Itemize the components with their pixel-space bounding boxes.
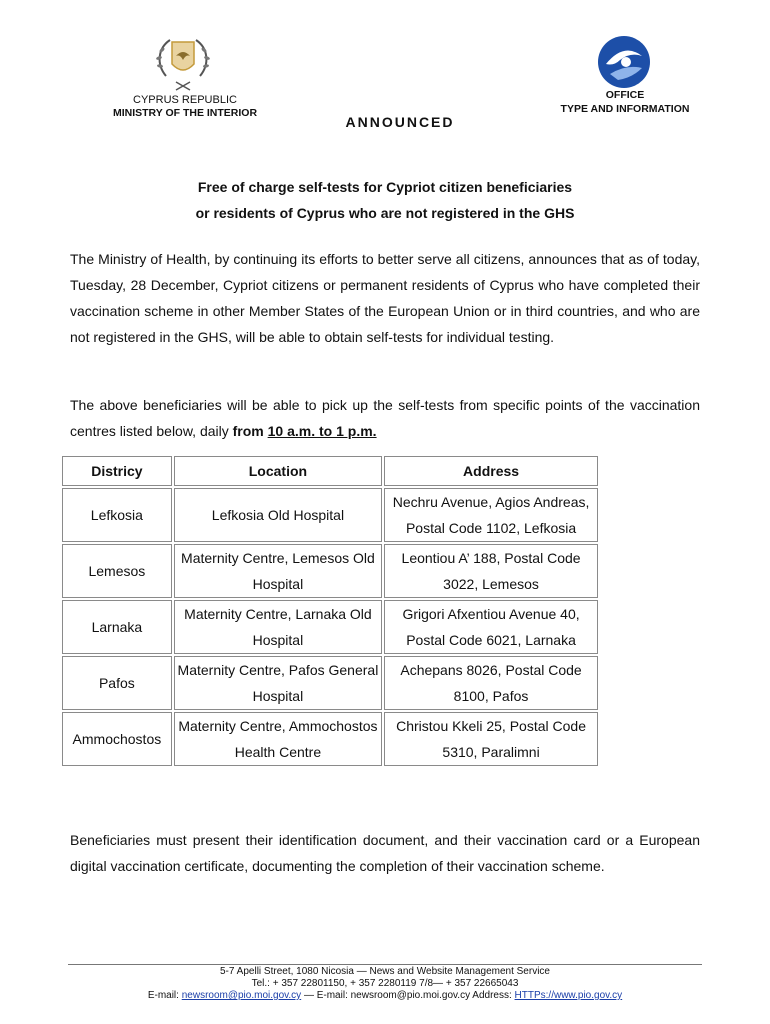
- header-district: Districy: [62, 456, 172, 486]
- pickup-from: from: [232, 423, 268, 439]
- cell-location: Maternity Centre, Lemesos Old Hospital: [174, 544, 382, 598]
- cyprus-coat-of-arms-icon: [148, 34, 218, 94]
- header-address: Address: [384, 456, 598, 486]
- footer-divider: [68, 964, 702, 965]
- cell-location: Maternity Centre, Pafos General Hospital: [174, 656, 382, 710]
- footer-address: 5-7 Apelli Street, 1080 Nicosia — News and Website Management Service: [220, 966, 550, 977]
- cell-location: Maternity Centre, Larnaka Old Hospital: [174, 600, 382, 654]
- office-subtitle: TYPE AND INFORMATION: [560, 103, 690, 115]
- table-row: [62, 656, 598, 710]
- country-name: CYPRUS REPUBLIC: [133, 94, 237, 106]
- table-row: [62, 712, 598, 766]
- pickup-text: The above beneficiaries will be able to pick up the self-tests from specific points of the vaccination centres listed below, daily: [70, 397, 700, 439]
- office-header: [540, 88, 710, 116]
- cell-address: Grigori Afxentiou Avenue 40, Postal Code 6021, Larnaka: [384, 600, 598, 654]
- footer: [60, 966, 710, 1002]
- cell-location: Maternity Centre, Ammochostos Health Centre: [174, 712, 382, 766]
- cell-address: Nechru Avenue, Agios Andreas, Postal Code 1102, Lefkosia: [384, 488, 598, 542]
- table-row: [62, 544, 598, 598]
- email-label: E-mail:: [147, 990, 182, 1001]
- cell-address: Achepans 8026, Postal Code 8100, Pafos: [384, 656, 598, 710]
- pio-office-logo-icon: [596, 34, 652, 90]
- cell-district: Lemesos: [62, 544, 172, 598]
- paragraph-pickup: [70, 392, 700, 444]
- office-label: OFFICE: [605, 89, 645, 101]
- announced-heading: ANNOUNCED: [345, 114, 455, 130]
- title-line-1: Free of charge self-tests for Cypriot citizen beneficiaries: [197, 179, 573, 195]
- footer-contact: [60, 990, 710, 1002]
- document-title: [70, 174, 700, 226]
- table-header-row: [62, 456, 598, 486]
- footer-phone: Tel.: + 357 22801150, + 357 2280119 7/8— + 357 22665043: [251, 978, 519, 989]
- cell-district: Pafos: [62, 656, 172, 710]
- vaccination-centres-table: [60, 454, 600, 768]
- email-link[interactable]: newsroom@pio.moi.gov.cy: [181, 990, 302, 1001]
- paragraph-requirements: Beneficiaries must present their identification document, and their vaccination card or a European digital vaccination certificate, documenting the completion of their vaccination scheme.: [70, 832, 700, 874]
- cell-district: Ammochostos: [62, 712, 172, 766]
- website-link[interactable]: HTTPs://www.pio.gov.cy: [514, 990, 623, 1001]
- cell-address: Christou Kkeli 25, Postal Code 5310, Paralimni: [384, 712, 598, 766]
- ministry-name: MINISTRY OF THE INTERIOR: [112, 107, 258, 119]
- table-row: [62, 488, 598, 542]
- header-location: Location: [174, 456, 382, 486]
- cell-location: Lefkosia Old Hospital: [174, 488, 382, 542]
- table-row: [62, 600, 598, 654]
- cell-district: Larnaka: [62, 600, 172, 654]
- cell-district: Lefkosia: [62, 488, 172, 542]
- ministry-header: [100, 94, 270, 120]
- pickup-hours: 10 a.m. to 1 p.m.: [267, 423, 377, 439]
- footer-contact-mid: — E-mail: newsroom@pio.moi.gov.cy Address:: [301, 990, 515, 1001]
- cell-address: Leontiou A’ 188, Postal Code 3022, Lemesos: [384, 544, 598, 598]
- title-line-2: or residents of Cyprus who are not registered in the GHS: [195, 205, 575, 221]
- paragraph-announcement: The Ministry of Health, by continuing its efforts to better serve all citizens, announces that as of today, Tuesday, 28 December, Cypriot citizens or permanent residents of Cyprus who have completed their vaccination scheme in other Member States of the European Union or in third countries, and who are not registered in the GHS, will be able to obtain self-tests for individual testing.: [70, 251, 700, 345]
